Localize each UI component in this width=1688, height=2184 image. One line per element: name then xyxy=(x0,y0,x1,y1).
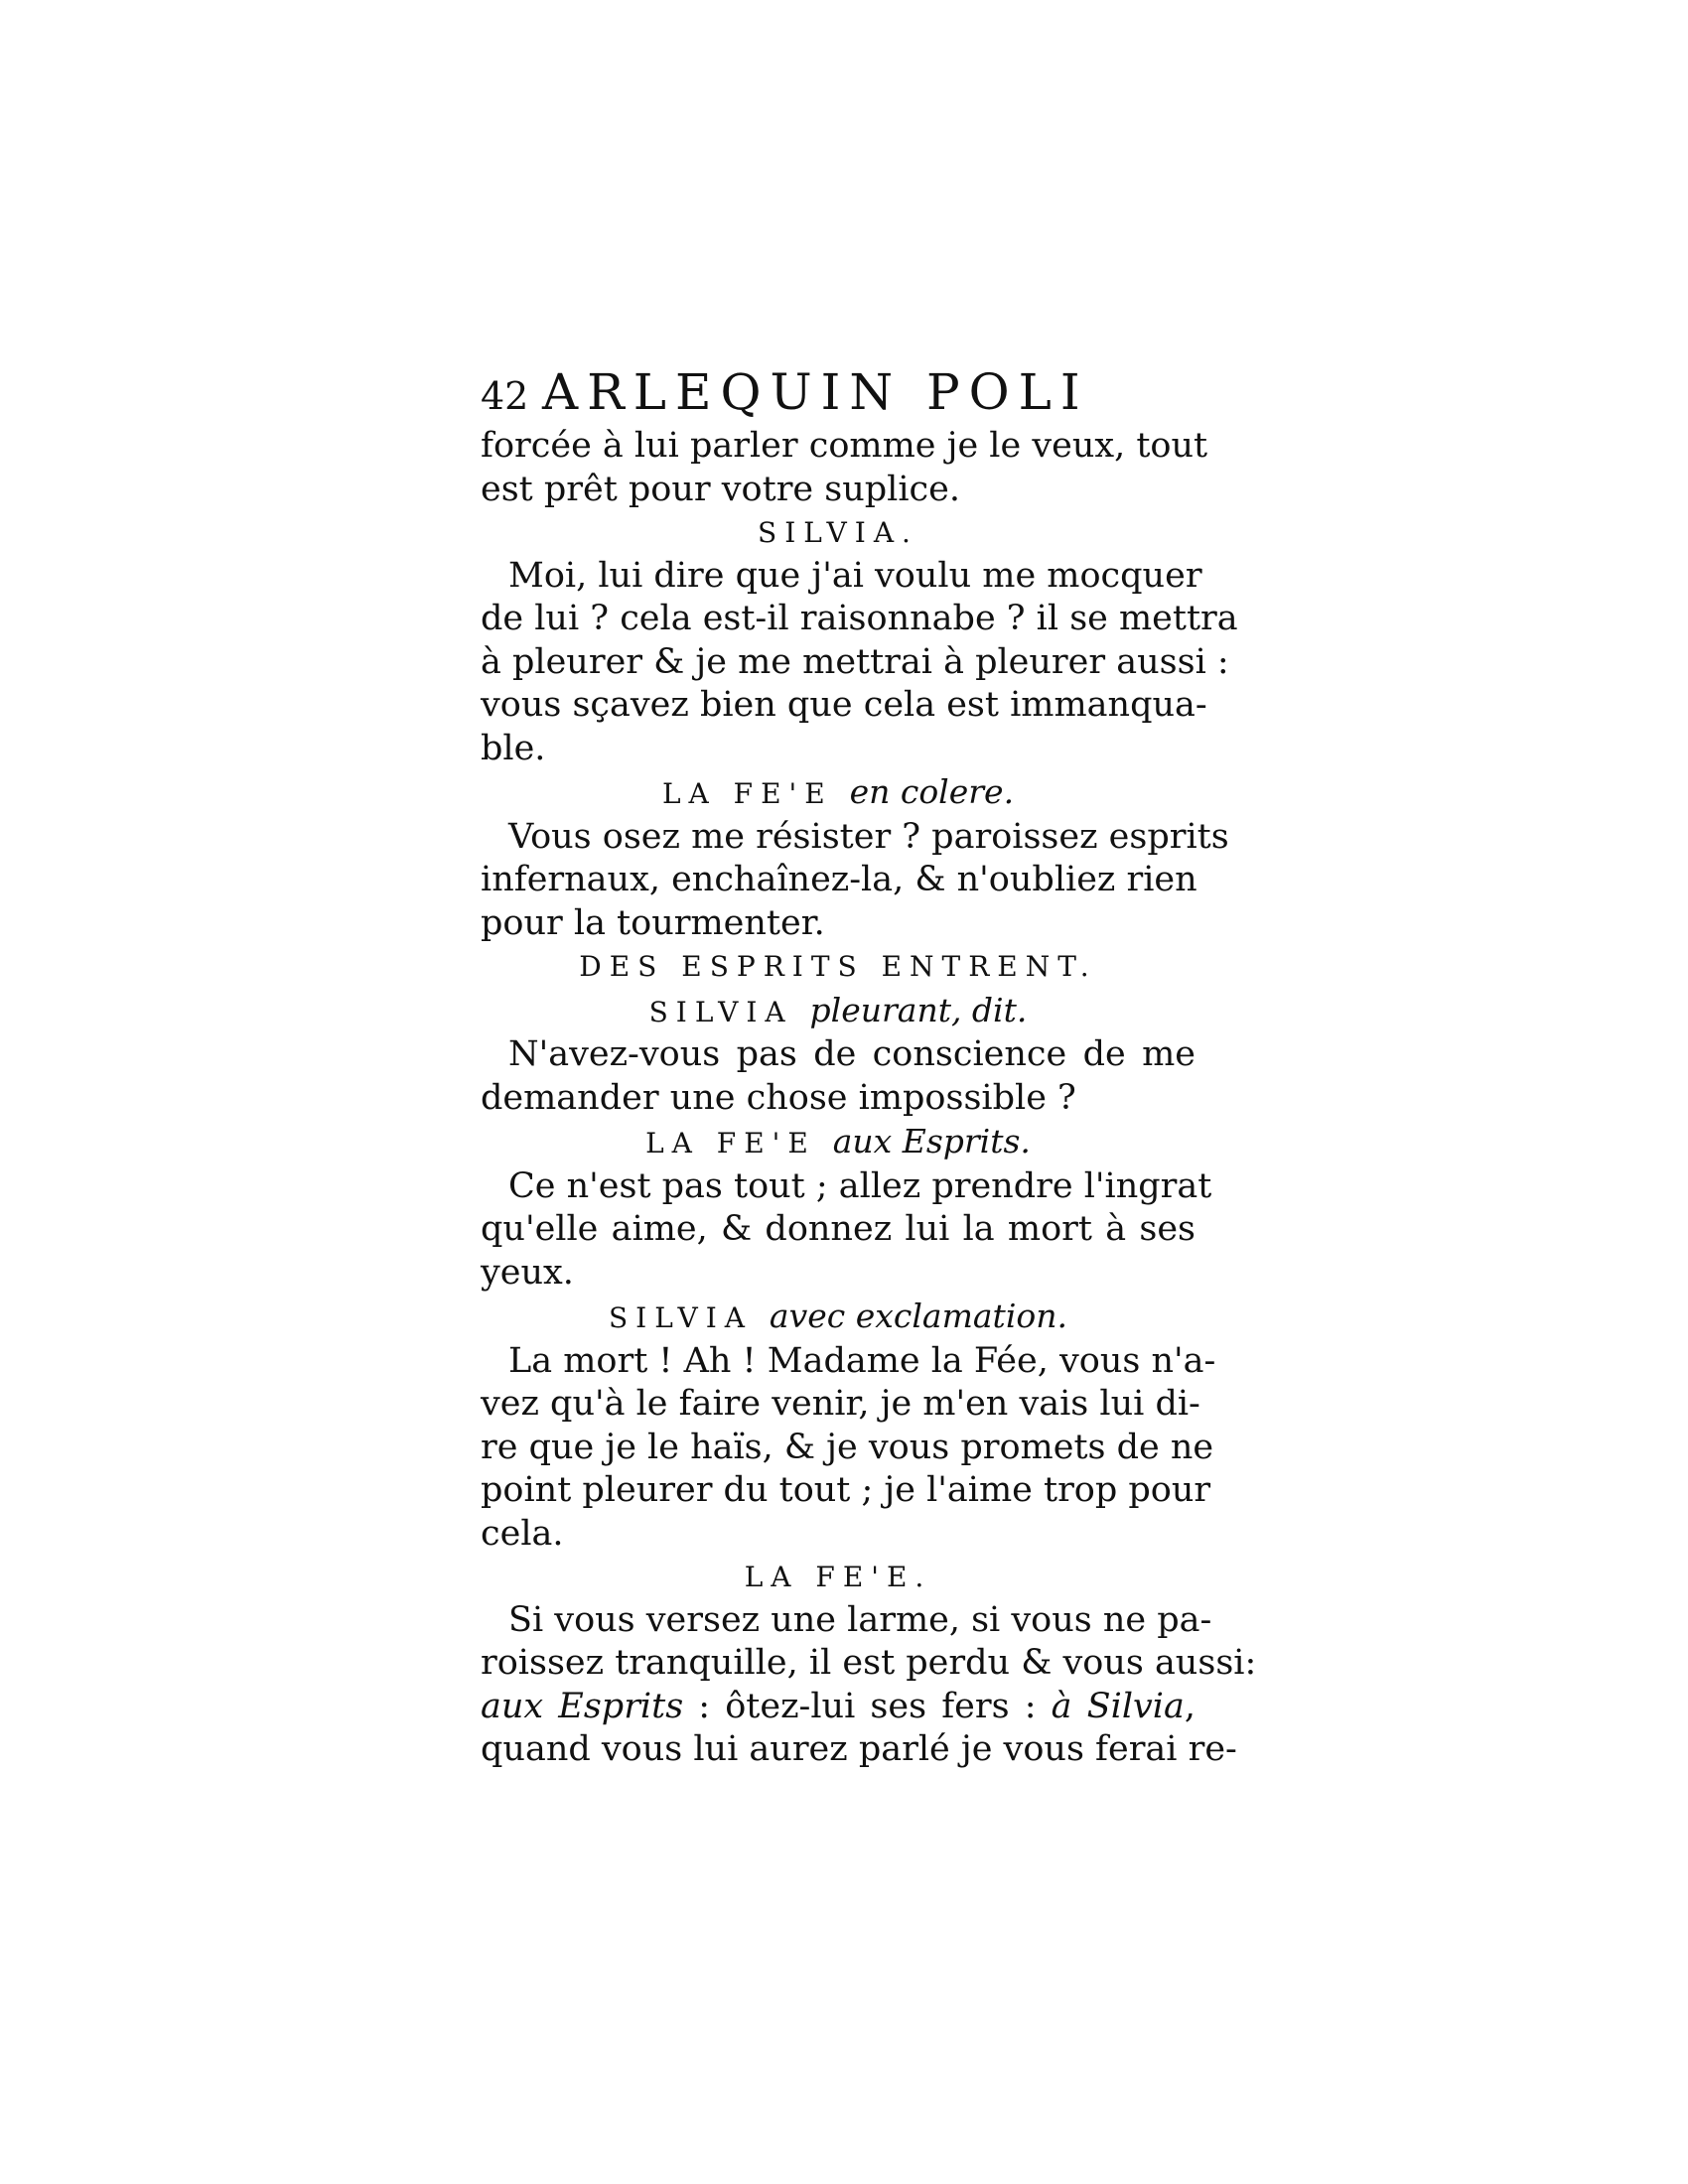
speaker-heading xyxy=(481,511,1196,555)
stage-direction: pleurant, dit. xyxy=(809,990,1028,1029)
text-line: La mort ! Ah ! Madame la Fée, vous n'a- xyxy=(508,1340,1216,1381)
text-line: roissez tranquille, il est perdu & vous aussi: xyxy=(481,1643,1257,1683)
text-line: N'avez-vous pas de conscience de me xyxy=(508,1034,1196,1074)
text-line: cela. xyxy=(481,1513,564,1554)
speaker-heading xyxy=(481,1120,1196,1165)
text-line: yeux. xyxy=(481,1252,574,1293)
speaker-heading xyxy=(481,1556,1196,1599)
speaker-name: DES ESPRITS ENTRENT. xyxy=(579,950,1097,983)
line-segment: : ôtez-lui ses fers : xyxy=(683,1686,1052,1726)
text-line: re que je le haïs, & je vous promets de ne xyxy=(481,1427,1214,1467)
speaker-heading xyxy=(481,770,1196,816)
speaker-heading xyxy=(481,945,1196,989)
text-line: à pleurer & je me mettrai à pleurer aussi : xyxy=(481,641,1229,682)
speaker-heading xyxy=(481,1295,1196,1340)
stage-direction: aux Esprits. xyxy=(832,1122,1031,1160)
text-line: vous sçavez bien que cela est immanqua- xyxy=(481,685,1207,725)
text-line: ble. xyxy=(481,728,546,768)
text-line: infernaux, enchaînez-la, & n'oubliez rien xyxy=(481,860,1197,899)
page-number: 42 xyxy=(481,374,529,418)
stage-direction: avec exclamation. xyxy=(769,1297,1067,1335)
text-line: qu'elle aime, & donnez lui la mort à ses xyxy=(481,1209,1196,1249)
text-line xyxy=(481,1686,1196,1729)
text-line: est prêt pour votre suplice. xyxy=(481,469,960,509)
text-line: de lui ? cela est-il raisonnabe ? il se mettra xyxy=(481,599,1238,638)
book-page xyxy=(481,363,1257,1772)
text-line: forcée à lui parler comme je le veux, tout xyxy=(481,426,1208,466)
stage-direction: aux Esprits xyxy=(481,1686,684,1726)
text-line: demander une chose impossible ? xyxy=(481,1077,1076,1118)
speaker-name: SILVIA xyxy=(609,1301,754,1334)
text-line: Moi, lui dire que j'ai voulu me mocquer xyxy=(508,555,1202,596)
speaker-name: LA FE'E xyxy=(645,1127,816,1160)
speaker-name: SILVIA. xyxy=(758,516,918,549)
text-line: point pleurer du tout ; je l'aime trop pour xyxy=(481,1470,1211,1510)
text-line: pour la tourmenter. xyxy=(481,902,825,943)
speaker-heading xyxy=(481,989,1196,1034)
stage-direction: en colere. xyxy=(849,772,1015,811)
line-segment: , xyxy=(1184,1686,1196,1726)
stage-direction: à Silvia xyxy=(1051,1686,1185,1726)
speaker-name: LA FE'E. xyxy=(744,1561,932,1593)
text-line: vez qu'à le faire venir, je m'en vais lui di- xyxy=(481,1384,1200,1424)
speaker-name: SILVIA xyxy=(648,995,793,1028)
text-line: quand vous lui aurez parlé je vous ferai re- xyxy=(481,1729,1237,1769)
running-header xyxy=(481,363,1196,425)
text-line: Si vous versez une larme, si vous ne pa- xyxy=(508,1599,1212,1640)
text-line: Vous osez me résister ? paroissez esprits xyxy=(508,816,1229,857)
text-line: Ce n'est pas tout ; allez prendre l'ingrat xyxy=(508,1165,1212,1206)
page-body xyxy=(481,425,1257,1772)
running-title: ARLEQUIN POLI xyxy=(542,363,1089,421)
speaker-name: LA FE'E xyxy=(661,777,833,810)
